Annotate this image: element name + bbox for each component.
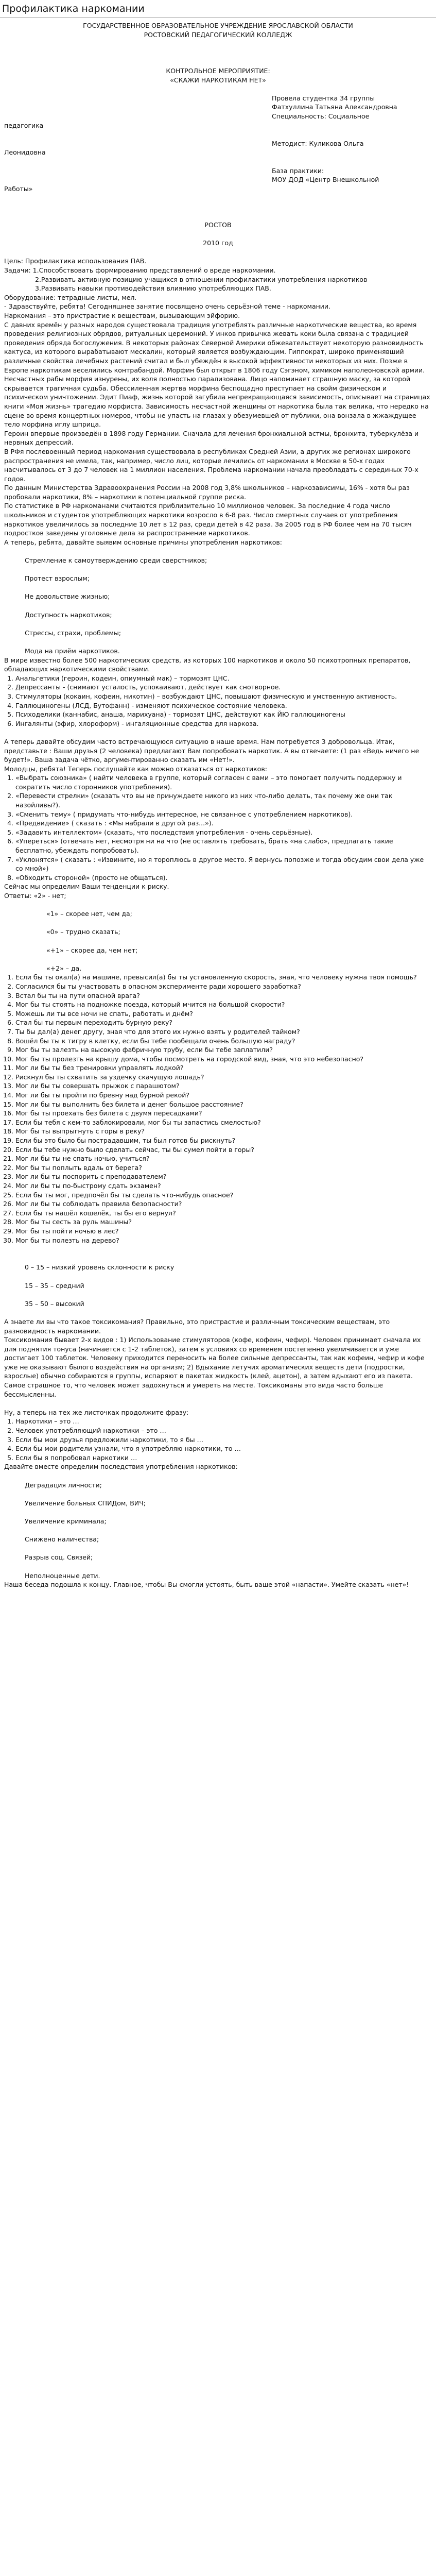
consequence-item: Деградация личности; (25, 1481, 102, 1489)
list-item: 25. Если бы ты мог, предпочёл бы ты сделать что-нибудь опасное? (15, 1191, 436, 1200)
list-item: 3. Если бы мои друзья предложили наркотики, то я бы … (15, 1435, 436, 1445)
author-base-org-cont: Работы» (4, 184, 33, 193)
paragraph: А знаете ли вы что такое токсикомания? Правильно, это пристрастие и различным токсическим веществам, это разновидность наркомании. (4, 1317, 390, 1335)
paragraph: Ответы: «2» - нет; (4, 892, 66, 900)
author-specialty-cont: педагогика (4, 121, 44, 129)
paragraph: Молодцы, ребята! Теперь послушайте как можно отказаться от наркотиков: (4, 765, 267, 773)
list-item: 29. Мог бы ты пойти ночью в лес? (15, 1227, 436, 1236)
list-item: 23. Мог ли бы ты поспорить с преподавателем? (15, 1172, 436, 1181)
answer-option: «0» – трудно сказать; (46, 928, 120, 936)
paragraph: А теперь давайте обсудим часто встречающуюся ситуацию в наше время. Нам потребуется 3 добровольца. Итак, представьте : Ваши друзья (2 человека) предлагают Вам попробовать наркотик. А вы отвечаете: (1 раз «Ведь ничего не будет!». Ваша задача чётко, аргументированно сказать им «Нет!». (4, 737, 420, 764)
task-2: 2.Развивать активную позицию учащихся в отношении профилактики употребления наркотиков (35, 275, 368, 283)
paragraph: По статистике в РФ наркоманами считаются приблизительно 10 миллионов человек. За последние 4 года число школьников и студентов употребляющих наркотики возросло в 6-8 раз. Число смертных случаев от употребления наркотиков увеличилось за последние 10 лет в 12 раз, среди детей в 42 раза. За 2005 год в РФ более чем на 70 тысяч подростков заведены уголовные дела за распространение наркотиков. (4, 502, 412, 537)
answer-option: «1» – скорее нет, чем да; (46, 910, 132, 918)
list-item: 13. Мог ли бы ты совершать прыжок с парашютом? (15, 1081, 436, 1091)
list-item: 2. Согласился бы ты участвовать в опасном эксперименте ради хорошего заработка? (15, 982, 436, 991)
list-item: 6. Стал бы ты первым переходить бурную реку? (15, 1018, 436, 1027)
list-item: 19. Если бы это было бы пострадавшим, ты был готов бы рискнуть? (15, 1136, 436, 1145)
consequence-item: Снижено наличества; (25, 1535, 99, 1544)
ending: Наша беседа подошла к концу. Главное, чтобы Вы смогли устоять, быть ваше этой «напасти». Умейте сказать «нет»! (4, 1581, 409, 1589)
list-item: 5. Психоделики (каннабис, анаша, марихуана) - тормозят ЦНС, действуют как ЙЮ галлюциногены (15, 710, 436, 719)
list-item: 11. Мог ли бы ты без тренировки управлять лодкой? (15, 1063, 436, 1073)
list-item: 4. Галлюциногены (ЛСД, Бутофанн) - изменяют психическое состояние человека. (15, 701, 436, 710)
paragraph: В РФя послевоенный период наркомания существовала в республиках Средней Азии, а других же регионах широкого распространения не имела, так, например, число лиц, которые лечились от наркомании в Москве в 50-х годах насчитывалось от 3 до 7 человек на 1 миллион населения. Проблема наркомании начала преобладать с серединых 70-х годов. (4, 447, 418, 483)
list-item: 6. «Упереться» (отвечать нет, несмотря ни на что (не оставлять требовать, брать «на слабо», предлагать такие бесплатно, убеждать попробовать). (15, 837, 436, 855)
list-item: 16. Мог бы ты проехать без билета с двумя пересадками? (15, 1109, 436, 1118)
paragraph: Сейчас мы определим Ваши тенденции к риску. (4, 883, 169, 891)
author-base-org: МОУ ДОД «Центр Внешкольной (272, 176, 379, 184)
risk-result: 15 – 35 – средний (25, 1281, 84, 1290)
list-item: 28. Мог бы ты сесть за руль машины? (15, 1217, 436, 1227)
list-item: 2. Депрессанты - (снимают усталость, успокаивают, действует как снотворное. (15, 683, 436, 692)
list-item: 6. Ингалянты (эфир, хлороформ) - ингаляционные средства для наркоза. (15, 719, 436, 728)
list-item: 22. Мог бы ты поплыть вдаль от берега? (15, 1163, 436, 1173)
paragraph: - Здравствуйте, ребята! Сегодняшнее занятие посвящено очень серьёзной теме - наркомании. (4, 302, 331, 311)
list-item: 4. Мог бы ты стоять на подножке поезда, который мчится на большой скорости? (15, 1000, 436, 1009)
cause-item: Стремление к самоутверждению среди сверстников; (25, 556, 207, 565)
list-item: 8. «Обходить стороной» (просто не общаться). (15, 873, 436, 883)
cause-item: Протест взрослым; (25, 574, 90, 583)
drug-types-list (0, 674, 436, 728)
list-item: 1. Если бы ты окал(а) на машине, превысил(а) бы ты установленную скорость, зная, что человеку нужна твоя помощь? (15, 973, 436, 982)
paragraph: А теперь, ребята, давайте выявим основные причины употребления наркотиков: (4, 538, 283, 546)
event-subtitle: «СКАЖИ НАРКОТИКАМ НЕТ» (170, 76, 266, 84)
list-item: 30. Мог бы ты полезть на дерево? (15, 1236, 436, 1245)
author-methodist: Методист: Куликова Ольга (272, 139, 364, 147)
list-item: 14. Мог ли бы ты пройти по бревну над бурной рекой? (15, 1091, 436, 1100)
header-line: ГОСУДАРСТВЕННОЕ ОБРАЗОВАТЕЛЬНОЕ УЧРЕЖДЕНИЕ ЯРОСЛАВСКОЙ ОБЛАСТИ (83, 22, 353, 29)
cause-item: Стрессы, страхи, проблемы; (25, 629, 121, 637)
list-item: 15. Мог ли бы ты выполнить без билета и денег большое расстояние? (15, 1100, 436, 1109)
list-item: 1. Наркотики – это … (15, 1417, 436, 1426)
list-item: 7. «Уклонятся» ( сказать : «Извините, но я тороплюсь в другое место. Я вернусь попозже и тогда обсудим свои дела уже со мной») (15, 855, 436, 873)
page-title: Профилактика наркомании (2, 3, 145, 14)
list-item: 8. Вошёл бы ты к тигру в клетку, если бы тебе пообещали очень большую награду? (15, 1037, 436, 1046)
cause-item: Не довольствие жизнью; (25, 592, 110, 601)
author-prepared: Провела студентка 34 группы (272, 94, 375, 102)
list-item: 9. Мог бы ты залезть на высокую фабричную трубу, если бы тебе заплатили? (15, 1045, 436, 1055)
paragraph: Ну, а теперь на тех же листочках продолжите фразу: (4, 1408, 189, 1416)
list-item: 2. «Перевести стрелки» (сказать что вы не принуждаете никого из них что-либо делать, так почему же они так назойливы?). (15, 791, 436, 809)
goal: Цель: Профилактика использования ПАВ. (4, 257, 147, 265)
list-item: 2. Человек употребляющий наркотики – это … (15, 1426, 436, 1435)
cause-item: Мода на приём наркотиков. (25, 647, 120, 655)
refusals-list (0, 773, 436, 882)
list-item: 1. «Выбрать союзника» ( найти человека в группе, который согласен с вами – это помогает получить поддержку и сократить число сторонников употребления). (15, 773, 436, 791)
list-item: 3. Стимуляторы (кокаин, кофеин, никотин) – возбуждают ЦНС, повышают физическую и умственную активность. (15, 692, 436, 701)
paragraph: Героин впервые произведён в 1898 году Германии. Сначала для лечения бронхиальной астмы, бронхита, туберкулёза и нервных депрессий. (4, 429, 419, 447)
paragraph: Наркомания – это пристрастие к веществам, вызывающим эйфорию. (4, 312, 240, 319)
task-1: Задачи: 1.Способствовать формированию представлений о вреде наркомании. (4, 266, 276, 275)
phrases-list (0, 1417, 436, 1462)
list-item: 18. Мог бы ты выпрыгнуть с горы в реку? (15, 1127, 436, 1136)
equipment: Оборудование: тетрадные листы, мел. (4, 293, 137, 301)
paragraph: Давайте вместе определим последствия употребления наркотиков: (4, 1463, 238, 1471)
risk-result: 0 – 15 – низкий уровень склонности к риску (25, 1263, 175, 1272)
risk-result: 35 – 50 – высокий (25, 1299, 84, 1308)
year: 2010 год (203, 239, 233, 247)
list-item: 10. Мог бы ты пролезть на крышу дома, чтобы посмотреть на городской вид, зная, что это небезопасно? (15, 1055, 436, 1064)
paragraph: Несчастных рабы морфия изнурены, их воля полностью парализована. Лицо напоминает страшную маску, за которой скрывается трагичная судьба. Обессиленная жертва морфина беспощадно преступает на свойм физическом и психическом уничтожении. Эдит Пиаф, жизнь которой загубила непрекращающаяся зависимость, описывает на страницах книги «Моя жизнь» трагедию морфиста. Зависимость несчастной женщины от наркотика была так велика, что нередко на сцене во время концертных номеров, чтобы не упасть на глазах у обезумевшей от публики, она вонзала в жжаждущее тело морфина иглу шприца. (4, 375, 430, 429)
list-item: 5. Если бы я попробовал наркотики … (15, 1453, 436, 1463)
paragraph: Токсикомания бывает 2-х видов : 1) Использование стимуляторов (кофе, кофеин, чефир). Человек принимает сначала их для поднятия тонуса (начинается с 1-2 таблеток), затем в условиях со временем постепенно увеличивается и уже достигает 100 таблеток. Человеку приходится переносить на более сильные депрессанты, так как кофеин, чефир и кофе уже не оказывают былого воздействия на организм; 2) Вдыхание летучих ароматических веществ дети (подростки, взрослые) обычно собираются в группы, испаряют в пакетах жидкость (клей, ацетон), а затем вдыхают его из пакета. Самое страшное то, что человек может задохнуться и умереть на месте. Токсикоманы это вида часто больше бессмысленны. (4, 1336, 425, 1398)
paragraph: По данным Министерства Здравоохранения России на 2008 год 3,8% школьников – наркозависимы, 16% - хотя бы раз пробовали наркотики, 8% – наркотики в потенциальной группе риска. (4, 484, 410, 501)
author-methodist-cont: Леонидовна (4, 148, 46, 157)
list-item: 1. Анальгетики (героин, кодеин, опиумный мак) – тормозят ЦНС. (15, 674, 436, 683)
consequence-item: Увеличение больных СПИДом, ВИЧ; (25, 1499, 146, 1507)
list-item: 20. Если бы тебе нужно было сделать сейчас, ты бы сумел пойти в горы? (15, 1145, 436, 1155)
document-page (0, 3, 436, 2576)
list-item: 12. Рискнул бы ты схватить за уздечку скачущую лошадь? (15, 1073, 436, 1082)
list-item: 3. Встал бы ты на пути опасной врага? (15, 991, 436, 1001)
consequence-item: Неполноценные дети. (25, 1571, 100, 1580)
list-item: 4. Если бы мои родители узнали, что я употребляю наркотики, то … (15, 1444, 436, 1453)
answer-option: «+2» – да. (46, 964, 82, 972)
list-item: 5. «Задавить интеллектом» (сказать, что последствия употребления - очень серьёзные). (15, 828, 436, 837)
list-item: 7. Ты бы дал(а) денег другу, зная что для этого их нужно взять у родителей тайком? (15, 1027, 436, 1037)
header-line: РОСТОВСКИЙ ПЕДАГОГИЧЕСКИЙ КОЛЛЕДЖ (144, 30, 292, 39)
list-item: 21. Мог ли бы ты не спать ночью, учиться? (15, 1154, 436, 1163)
list-item: 17. Если бы тебя с кем-то заблокировали, мог бы ты запастись смелостью? (15, 1118, 436, 1127)
cause-item: Доступность наркотиков; (25, 611, 112, 619)
author-specialty: Специальность: Социальное (272, 112, 370, 120)
city: РОСТОВ (204, 221, 232, 229)
answer-option: «+1» – скорее да, чем нет; (46, 946, 138, 954)
list-item: 4. «Предвидение» ( сказать : «Мы набрали в другой раз...»). (15, 819, 436, 828)
list-item: 27. Если бы ты нашёл кошелёк, ты бы его вернул? (15, 1209, 436, 1218)
consequence-item: Увеличение криминала; (25, 1517, 107, 1525)
paragraph: С давних времён у разных народов существовала традиция употреблять различные наркотические вещества, во время проведения религиозных обрядов, ритуальных церемоний. У инков привычка жевать коки была связана с традицией проведения обряда богослужения. В некоторых районах Северной Америки обжевательствует некоторую разновидность кактуса, из которого вырабатывают мескалин, который является возбуждающим. Гиппократ, широко применявший различные свойства лечебных растений считал и был убеждён в высокой эффективности некоторых из них. Позже в Европе наркотикам веселились контрабандой. Морфин был открыт в 1806 году Сэгэном, химиком наполеоновской армии. (4, 320, 425, 374)
paragraph: В мире известно более 500 наркотических средств, из которых 100 наркотиков и около 50 психотропных препаратов, обладающих наркотическими свойствами. (4, 656, 411, 673)
author-name: Фатхуллина Татьяна Александровна (272, 103, 397, 111)
author-base: База практики: (272, 166, 324, 175)
list-item: 26. Мог ли бы ты соблюдать правила безопасности? (15, 1199, 436, 1209)
task-3: 3.Развивать навыки противодействия влиянию употребляющих ПАВ. (35, 284, 271, 293)
list-item: 24. Мог ли бы ты по-быстрому сдать экзамен? (15, 1181, 436, 1191)
risk-questions-list (0, 973, 436, 1245)
list-item: 5. Можешь ли ты все ночи не спать, работать и днём? (15, 1009, 436, 1019)
event-title: КОНТРОЛЬНОЕ МЕРОПРИЯТИЕ: (166, 66, 270, 75)
list-item: 3. «Сменить тему» ( придумать что-нибудь интересное, не связанное с употреблением наркотиков). (15, 810, 436, 819)
consequence-item: Разрыв соц. Связей; (25, 1553, 93, 1562)
